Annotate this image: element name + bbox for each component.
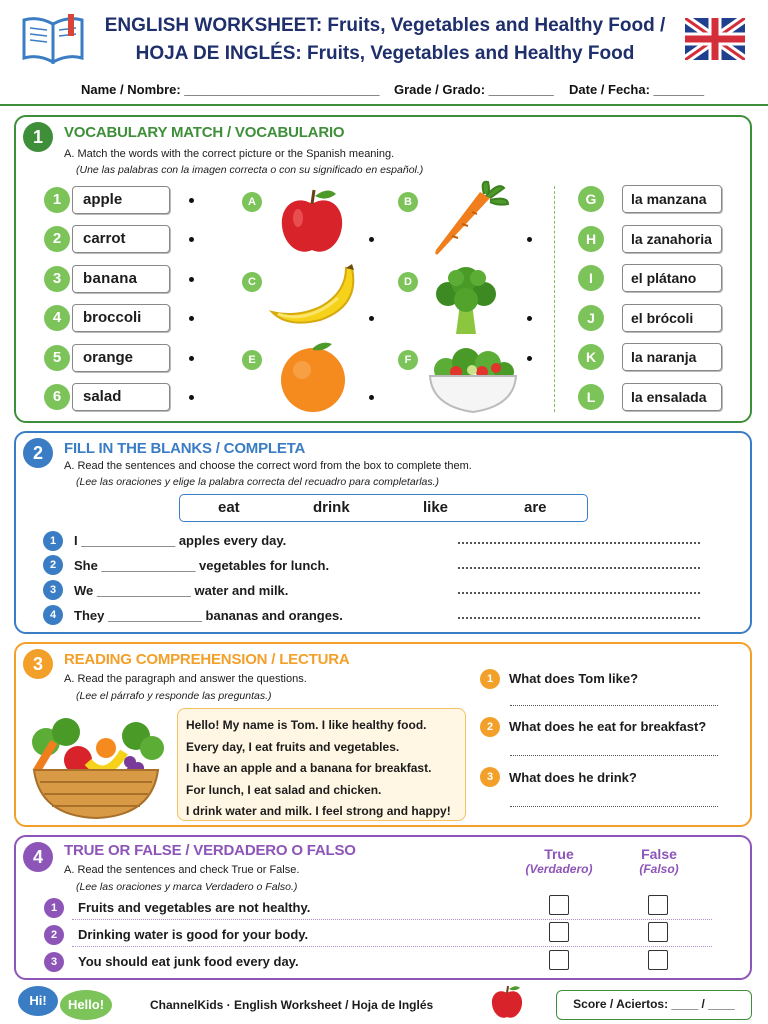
- true-checkbox[interactable]: [549, 922, 569, 942]
- true-checkbox[interactable]: [549, 950, 569, 970]
- sentence[interactable]: We _____________ water and milk.: [74, 583, 289, 598]
- divider: [554, 186, 555, 412]
- picture-letter: F: [398, 350, 418, 370]
- match-dot[interactable]: [189, 198, 194, 203]
- row-divider: [72, 946, 712, 947]
- apple-picture: [278, 186, 346, 256]
- grade-field[interactable]: Grade / Grado: _________: [394, 82, 554, 97]
- word-bank-item: are: [524, 499, 547, 516]
- statement: You should eat junk food every day.: [78, 954, 299, 969]
- answer-line[interactable]: [510, 804, 718, 807]
- uk-flag-icon: [685, 18, 745, 60]
- spanish-word-box: el brócoli: [622, 304, 722, 332]
- instruction-spanish: (Une las palabras con la imagen correcta o con su significado en español.): [76, 164, 424, 176]
- spanish-word-box: la manzana: [622, 185, 722, 213]
- instruction: A. Read the sentences and check True or False.: [64, 864, 300, 876]
- false-checkbox[interactable]: [648, 895, 668, 915]
- carrot-picture: [432, 180, 510, 258]
- word-number: 2: [44, 226, 70, 252]
- spanish-letter: G: [578, 186, 604, 212]
- worksheet-header: [0, 0, 768, 106]
- section-number: 4: [23, 842, 53, 872]
- match-dot[interactable]: [527, 237, 532, 242]
- match-dot[interactable]: [369, 316, 374, 321]
- true-checkbox[interactable]: [549, 895, 569, 915]
- spanish-letter: L: [578, 384, 604, 410]
- statement-number: 3: [44, 952, 64, 972]
- section-title: FILL IN THE BLANKS / COMPLETA: [64, 440, 306, 457]
- word-number: 3: [44, 266, 70, 292]
- answer-line[interactable]: [458, 615, 700, 619]
- fruit-basket-picture: [26, 712, 166, 822]
- picture-letter: D: [398, 272, 418, 292]
- instruction: A. Match the words with the correct picture or the Spanish meaning.: [64, 148, 395, 160]
- word-box: salad: [72, 383, 170, 411]
- section-number: 3: [23, 649, 53, 679]
- instruction-spanish: (Lee las oraciones y marca Verdadero o Falso.): [76, 881, 298, 893]
- question-number: 2: [480, 717, 500, 737]
- spanish-word-box: el plátano: [622, 264, 722, 292]
- sentence[interactable]: I _____________ apples every day.: [74, 533, 287, 548]
- question-number: 1: [480, 669, 500, 689]
- sentence-number: 1: [43, 531, 63, 551]
- word-bank-item: like: [423, 499, 449, 516]
- paragraph-line: Every day, I eat fruits and vegetables.: [186, 739, 400, 754]
- false-checkbox[interactable]: [648, 922, 668, 942]
- instruction-spanish: (Lee el párrafo y responde las preguntas.): [76, 690, 272, 702]
- answer-line[interactable]: [458, 565, 700, 569]
- banana-picture: [268, 262, 360, 328]
- picture-letter: A: [242, 192, 262, 212]
- word-bank-item: drink: [313, 499, 350, 516]
- spanish-word-box: la ensalada: [622, 383, 722, 411]
- spanish-letter: I: [578, 265, 604, 291]
- instruction: A. Read the sentences and choose the correct word from the box to complete them.: [64, 460, 472, 472]
- name-field[interactable]: Name / Nombre: ___________________________: [81, 82, 380, 97]
- picture-letter: E: [242, 350, 262, 370]
- orange-picture: [278, 340, 348, 412]
- word-number: 1: [44, 187, 70, 213]
- statement-number: 2: [44, 925, 64, 945]
- paragraph-line: I drink water and milk. I feel strong and happy!: [186, 804, 451, 818]
- statement: Drinking water is good for your body.: [78, 927, 309, 942]
- match-dot[interactable]: [527, 316, 532, 321]
- false-checkbox[interactable]: [648, 950, 668, 970]
- salad-picture: [426, 346, 520, 414]
- word-number: 5: [44, 345, 70, 371]
- picture-letter: C: [242, 272, 262, 292]
- section-title: READING COMPREHENSION / LECTURA: [64, 651, 350, 668]
- word-number: 6: [44, 384, 70, 410]
- spanish-letter: H: [578, 226, 604, 252]
- spanish-word-box: la naranja: [622, 343, 722, 371]
- statement: Fruits and vegetables are not healthy.: [78, 900, 311, 915]
- word-box: banana: [72, 265, 170, 293]
- paragraph-line: I have an apple and a banana for breakfast.: [186, 761, 432, 775]
- question: What does he eat for breakfast?: [509, 719, 707, 734]
- picture-letter: B: [398, 192, 418, 212]
- sentence[interactable]: She _____________ vegetables for lunch.: [74, 558, 330, 573]
- false-column-header: False (Falso): [639, 846, 679, 876]
- word-box: apple: [72, 186, 170, 214]
- answer-line[interactable]: [458, 590, 700, 594]
- apple-icon: [490, 984, 524, 1020]
- footer-credit: ChannelKids · English Worksheet / Hoja de Inglés: [150, 998, 434, 1012]
- word-box: carrot: [72, 225, 170, 253]
- match-dot[interactable]: [189, 277, 194, 282]
- section-number: 1: [23, 122, 53, 152]
- match-dot[interactable]: [189, 316, 194, 321]
- word-box: broccoli: [72, 304, 170, 332]
- spanish-word-box: la zanahoria: [622, 225, 722, 253]
- spanish-letter: K: [578, 344, 604, 370]
- true-column-header: True (Verdadero): [525, 846, 593, 876]
- instruction-spanish: (Lee las oraciones y elige la palabra correcta del recuadro para completarlas.): [76, 476, 440, 488]
- answer-line[interactable]: [510, 753, 718, 756]
- worksheet-title: ENGLISH WORKSHEET: Fruits, Vegetables and Healthy Food / HOJA DE INGLÉS: Fruits, Vegetables and Healthy Food: [104, 15, 666, 64]
- instruction: A. Read the paragraph and answer the questions.: [64, 673, 307, 685]
- match-dot[interactable]: [189, 356, 194, 361]
- sentence[interactable]: They _____________ bananas and oranges.: [74, 608, 343, 623]
- sentence-number: 3: [43, 580, 63, 600]
- match-dot[interactable]: [189, 237, 194, 242]
- hi-speech-bubble: Hi!: [18, 986, 58, 1016]
- match-dot[interactable]: [369, 237, 374, 242]
- word-number: 4: [44, 305, 70, 331]
- paragraph-line: For lunch, I eat salad and chicken.: [186, 782, 382, 797]
- match-dot[interactable]: [527, 356, 532, 361]
- reading-paragraph: [177, 708, 466, 821]
- hello-speech-bubble: Hello!: [60, 990, 112, 1020]
- section-title: TRUE OR FALSE / VERDADERO O FALSO: [64, 842, 356, 859]
- broccoli-picture: [434, 264, 498, 336]
- section-number: 2: [23, 438, 53, 468]
- match-dot[interactable]: [369, 395, 374, 400]
- word-bank: [179, 494, 588, 522]
- sentence-number: 4: [43, 605, 63, 625]
- question-number: 3: [480, 767, 500, 787]
- score-box[interactable]: Score / Aciertos: ____ / ____: [556, 990, 752, 1020]
- question: What does he drink?: [509, 770, 637, 785]
- row-divider: [72, 919, 712, 920]
- answer-line[interactable]: [458, 540, 700, 544]
- paragraph-line: Hello! My name is Tom. I like healthy food.: [186, 718, 427, 732]
- answer-line[interactable]: [510, 703, 718, 706]
- word-bank-item: eat: [218, 499, 240, 516]
- section-title: VOCABULARY MATCH / VOCABULARIO: [64, 124, 345, 141]
- word-box: orange: [72, 344, 170, 372]
- match-dot[interactable]: [189, 395, 194, 400]
- open-book-icon: [20, 14, 86, 64]
- statement-number: 1: [44, 898, 64, 918]
- question: What does Tom like?: [509, 671, 639, 686]
- sentence-number: 2: [43, 555, 63, 575]
- spanish-letter: J: [578, 305, 604, 331]
- date-field[interactable]: Date / Fecha: _______: [569, 82, 705, 97]
